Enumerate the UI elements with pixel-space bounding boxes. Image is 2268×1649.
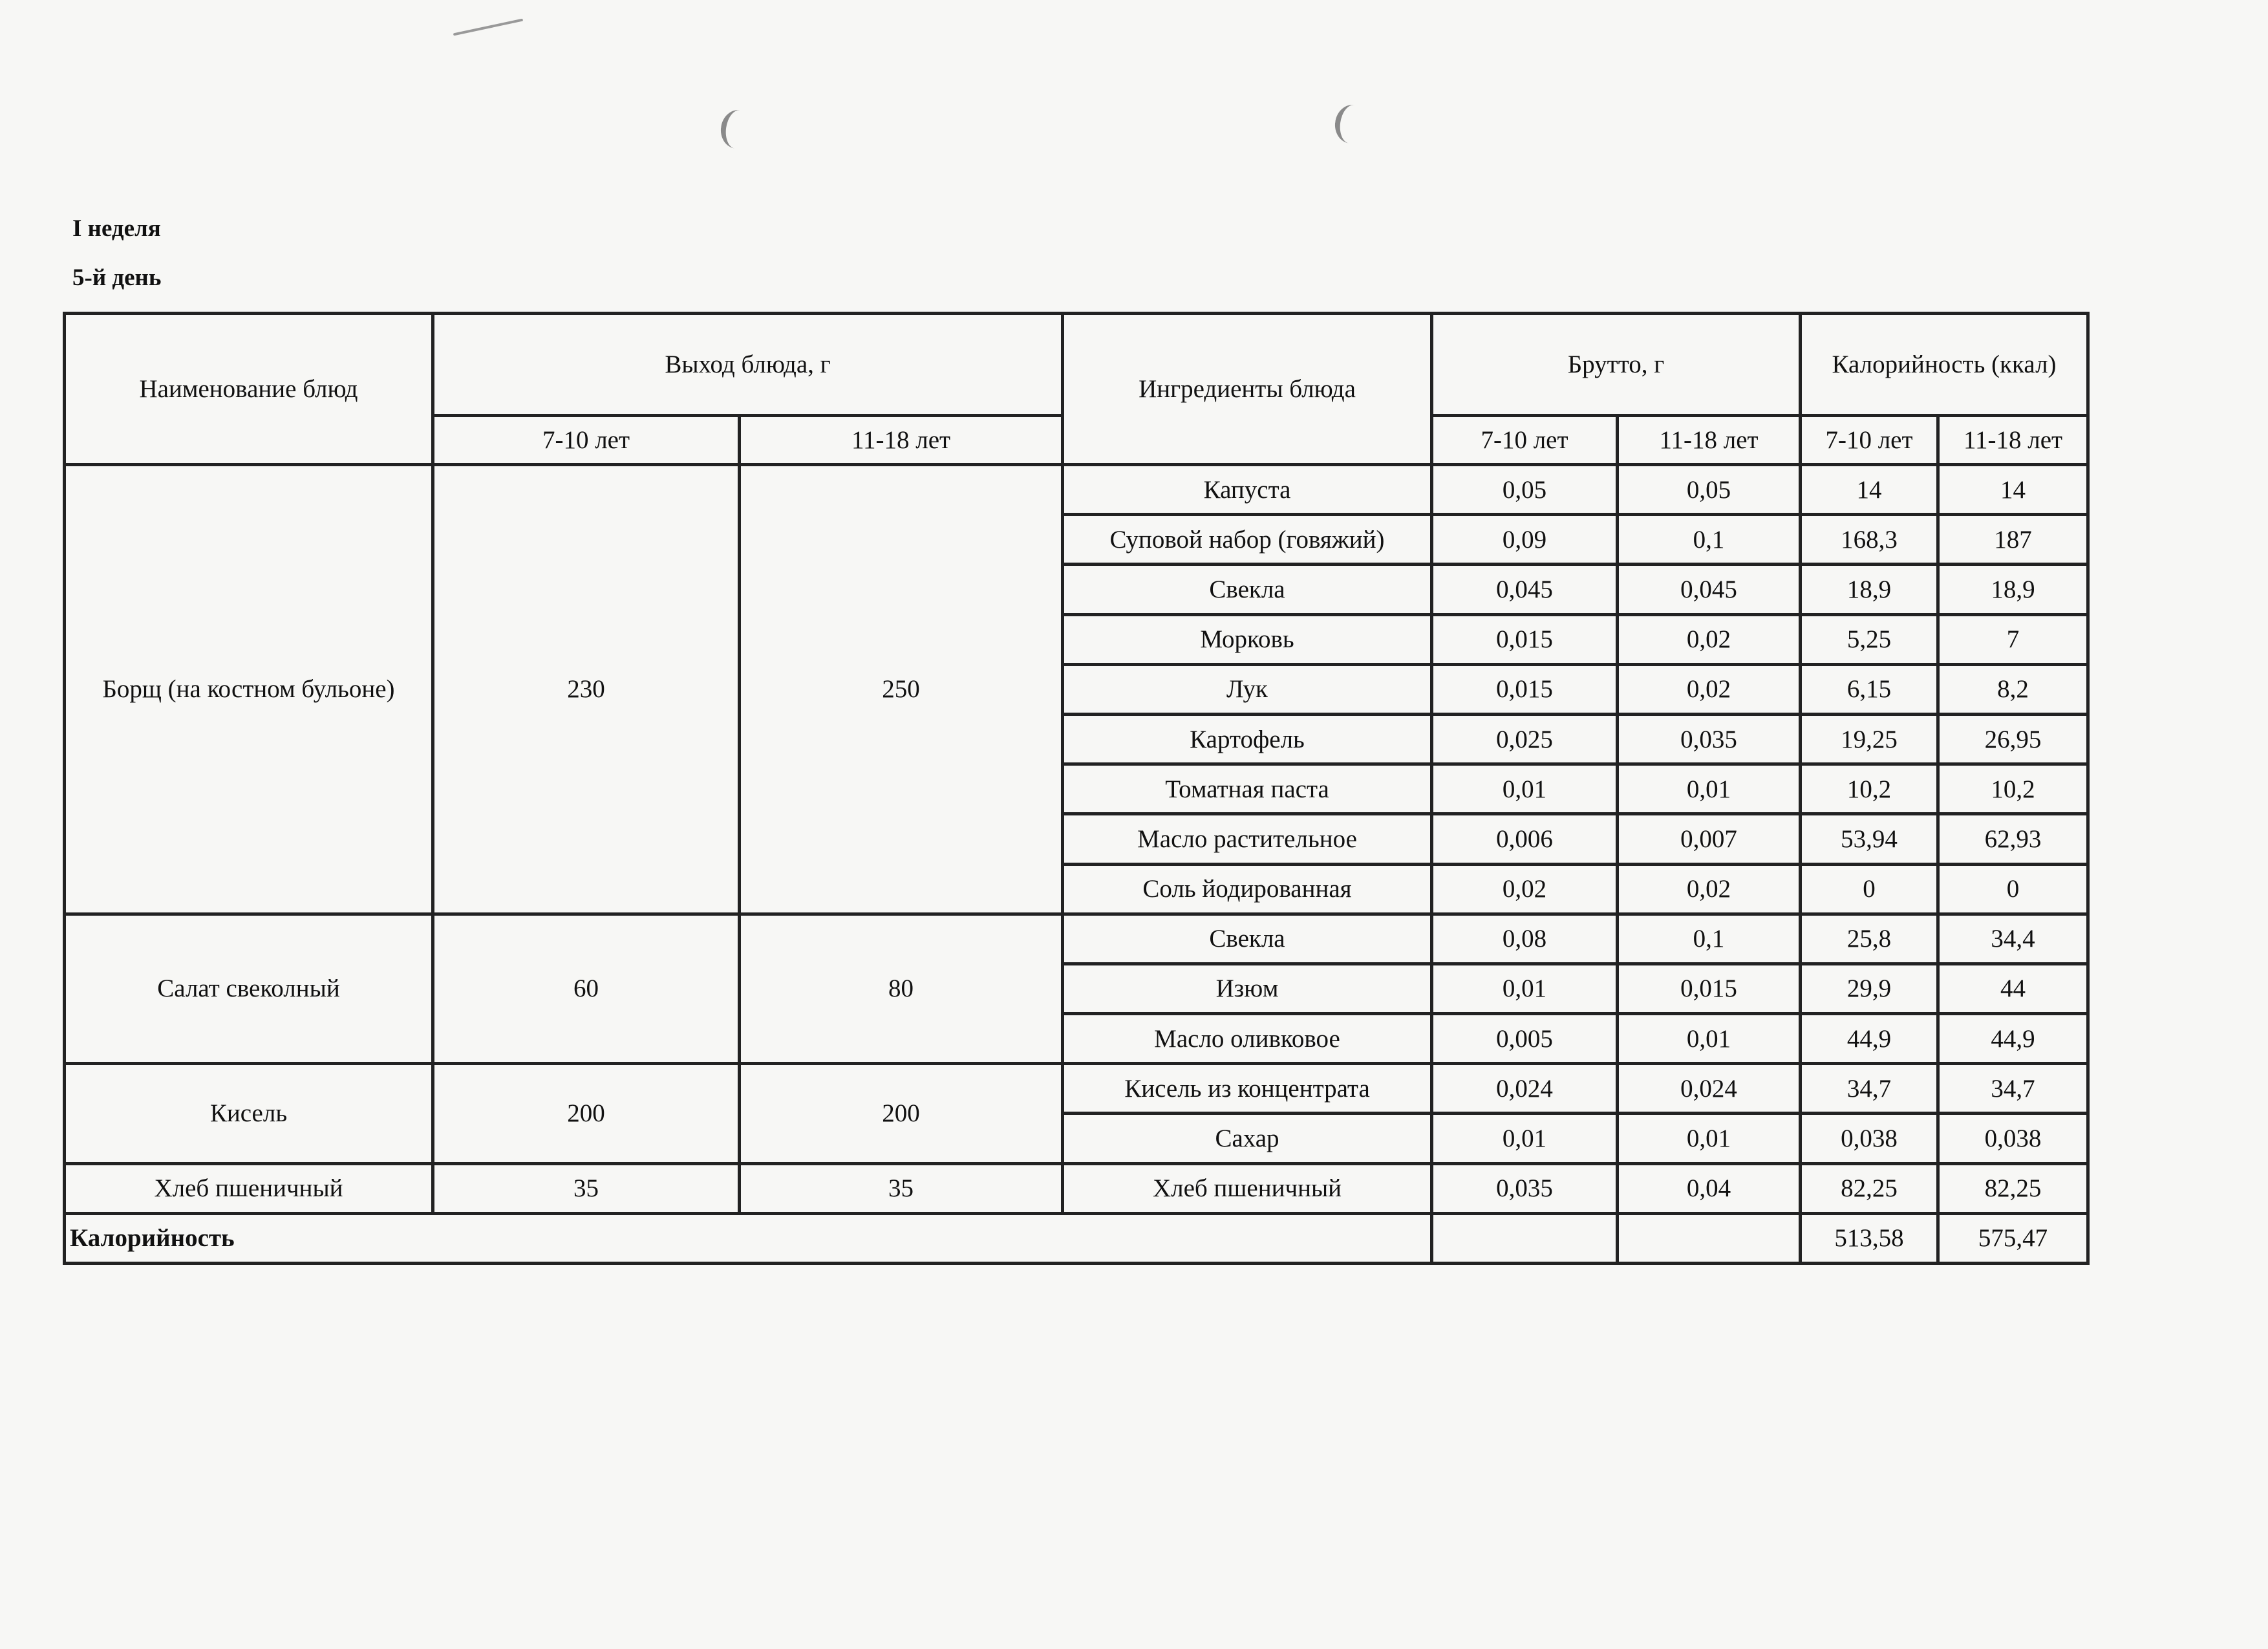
kcal-11-18: 44 [1938, 964, 2088, 1013]
ingredient-name: Сахар [1063, 1114, 1432, 1163]
ingredient-name: Свекла [1063, 565, 1432, 614]
kcal-11-18: 34,4 [1938, 914, 2088, 964]
total-label: Калорийность [65, 1213, 1432, 1263]
menu-table [63, 312, 2090, 1265]
dish-name: Салат свеколный [65, 914, 433, 1064]
total-kcal-7-10: 513,58 [1801, 1213, 1938, 1263]
kcal-11-18: 18,9 [1938, 565, 2088, 614]
gross-11-18: 0,035 [1618, 714, 1801, 764]
yield-11-18: 250 [740, 465, 1063, 914]
punch-hole-right [1332, 103, 1371, 146]
gross-11-18: 0,02 [1618, 864, 1801, 914]
kcal-11-18: 7 [1938, 614, 2088, 664]
yield-7-10: 60 [433, 914, 740, 1064]
gross-11-18: 0,01 [1618, 764, 1801, 814]
col-yield-7-10: 7-10 лет [433, 416, 740, 465]
punch-hole-left [718, 108, 757, 151]
gross-7-10: 0,005 [1432, 1014, 1618, 1064]
yield-7-10: 200 [433, 1064, 740, 1163]
yield-11-18: 35 [740, 1163, 1063, 1213]
kcal-7-10: 18,9 [1801, 565, 1938, 614]
dish-name: Хлеб пшеничный [65, 1163, 433, 1213]
kcal-7-10: 5,25 [1801, 614, 1938, 664]
gross-11-18: 0,01 [1618, 1014, 1801, 1064]
col-dish-name: Наименование блюд [65, 314, 433, 465]
table-row [65, 1064, 2088, 1114]
kcal-7-10: 0 [1801, 864, 1938, 914]
gross-7-10: 0,006 [1432, 814, 1618, 864]
yield-11-18: 200 [740, 1064, 1063, 1163]
ingredient-name: Изюм [1063, 964, 1432, 1013]
gross-11-18: 0,02 [1618, 664, 1801, 714]
total-gross-11-18 [1618, 1213, 1801, 1263]
kcal-11-18: 0 [1938, 864, 2088, 914]
gross-7-10: 0,09 [1432, 515, 1618, 565]
dish-name: Борщ (на костном бульоне) [65, 465, 433, 914]
col-ingredients: Ингредиенты блюда [1063, 314, 1432, 465]
ingredient-name: Капуста [1063, 465, 1432, 515]
ingredient-name: Соль йодированная [1063, 864, 1432, 914]
yield-7-10: 230 [433, 465, 740, 914]
kcal-7-10: 44,9 [1801, 1014, 1938, 1064]
gross-11-18: 0,015 [1618, 964, 1801, 1013]
ingredient-name: Томатная паста [1063, 764, 1432, 814]
gross-7-10: 0,045 [1432, 565, 1618, 614]
col-gross-7-10: 7-10 лет [1432, 416, 1618, 465]
gross-7-10: 0,01 [1432, 964, 1618, 1013]
col-yield-11-18: 11-18 лет [740, 416, 1063, 465]
col-kcal-7-10: 7-10 лет [1801, 416, 1938, 465]
kcal-7-10: 0,038 [1801, 1114, 1938, 1163]
kcal-11-18: 0,038 [1938, 1114, 2088, 1163]
dish-name: Кисель [65, 1064, 433, 1163]
gross-7-10: 0,02 [1432, 864, 1618, 914]
gross-7-10: 0,035 [1432, 1163, 1618, 1213]
gross-11-18: 0,045 [1618, 565, 1801, 614]
kcal-7-10: 25,8 [1801, 914, 1938, 964]
gross-11-18: 0,05 [1618, 465, 1801, 515]
kcal-7-10: 168,3 [1801, 515, 1938, 565]
gross-7-10: 0,015 [1432, 664, 1618, 714]
gross-11-18: 0,01 [1618, 1114, 1801, 1163]
gross-7-10: 0,025 [1432, 714, 1618, 764]
kcal-11-18: 34,7 [1938, 1064, 2088, 1114]
col-calories: Калорийность (ккал) [1801, 314, 2088, 416]
gross-11-18: 0,024 [1618, 1064, 1801, 1114]
day-heading: 5-й день [72, 264, 162, 291]
kcal-11-18: 187 [1938, 515, 2088, 565]
ingredient-name: Картофель [1063, 714, 1432, 764]
kcal-11-18: 10,2 [1938, 764, 2088, 814]
kcal-7-10: 34,7 [1801, 1064, 1938, 1114]
table-row [65, 1163, 2088, 1213]
ingredient-name: Масло оливковое [1063, 1014, 1432, 1064]
gross-7-10: 0,08 [1432, 914, 1618, 964]
ingredient-name: Лук [1063, 664, 1432, 714]
gross-11-18: 0,1 [1618, 914, 1801, 964]
gross-7-10: 0,015 [1432, 614, 1618, 664]
ingredient-name: Хлеб пшеничный [1063, 1163, 1432, 1213]
table-row [65, 465, 2088, 515]
kcal-7-10: 29,9 [1801, 964, 1938, 1013]
ingredient-name: Суповой набор (говяжий) [1063, 515, 1432, 565]
col-yield: Выход блюда, г [433, 314, 1063, 416]
col-gross: Брутто, г [1432, 314, 1801, 416]
gross-11-18: 0,1 [1618, 515, 1801, 565]
gross-11-18: 0,04 [1618, 1163, 1801, 1213]
gross-7-10: 0,024 [1432, 1064, 1618, 1114]
kcal-7-10: 6,15 [1801, 664, 1938, 714]
gross-7-10: 0,01 [1432, 1114, 1618, 1163]
gross-11-18: 0,007 [1618, 814, 1801, 864]
kcal-11-18: 44,9 [1938, 1014, 2088, 1064]
kcal-11-18: 8,2 [1938, 664, 2088, 714]
total-gross-7-10 [1432, 1213, 1618, 1263]
gross-7-10: 0,01 [1432, 764, 1618, 814]
col-gross-11-18: 11-18 лет [1618, 416, 1801, 465]
total-row [65, 1213, 2088, 1263]
yield-7-10: 35 [433, 1163, 740, 1213]
scan-mark [453, 19, 523, 36]
ingredient-name: Свекла [1063, 914, 1432, 964]
gross-7-10: 0,05 [1432, 465, 1618, 515]
kcal-7-10: 53,94 [1801, 814, 1938, 864]
total-kcal-11-18: 575,47 [1938, 1213, 2088, 1263]
week-heading: I неделя [72, 215, 161, 242]
gross-11-18: 0,02 [1618, 614, 1801, 664]
kcal-7-10: 10,2 [1801, 764, 1938, 814]
kcal-11-18: 14 [1938, 465, 2088, 515]
kcal-7-10: 14 [1801, 465, 1938, 515]
kcal-11-18: 26,95 [1938, 714, 2088, 764]
kcal-7-10: 82,25 [1801, 1163, 1938, 1213]
col-kcal-11-18: 11-18 лет [1938, 416, 2088, 465]
kcal-11-18: 82,25 [1938, 1163, 2088, 1213]
ingredient-name: Кисель из концентрата [1063, 1064, 1432, 1114]
kcal-11-18: 62,93 [1938, 814, 2088, 864]
yield-11-18: 80 [740, 914, 1063, 1064]
ingredient-name: Масло растительное [1063, 814, 1432, 864]
table-row [65, 914, 2088, 964]
kcal-7-10: 19,25 [1801, 714, 1938, 764]
ingredient-name: Морковь [1063, 614, 1432, 664]
